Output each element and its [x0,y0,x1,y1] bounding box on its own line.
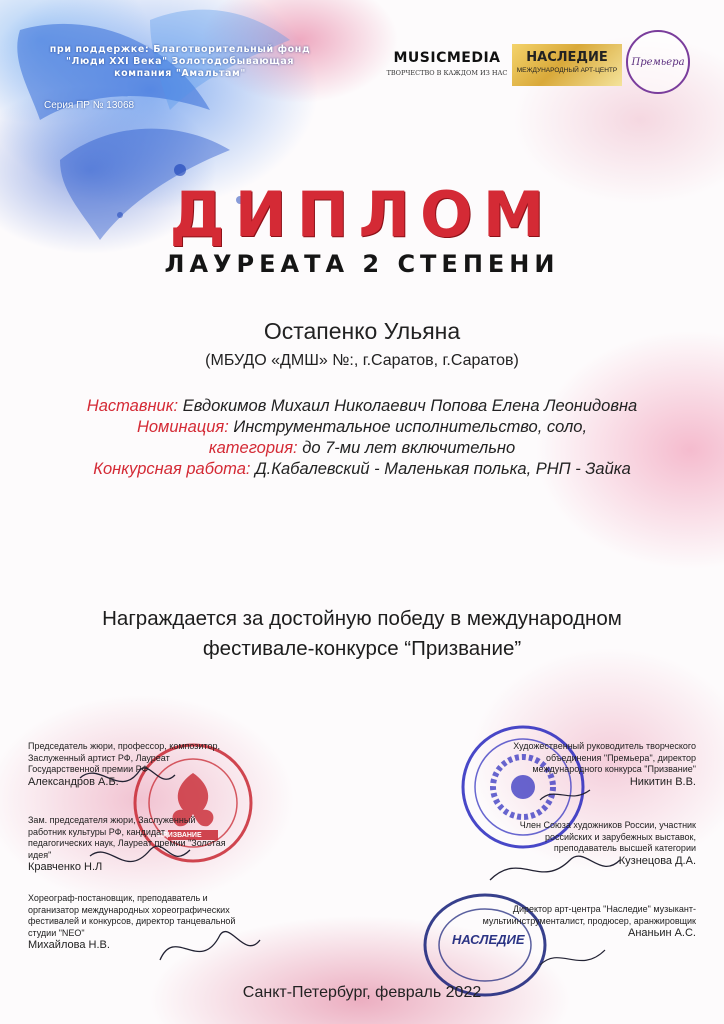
musicmedia-logo-tagline: ТВОРЧЕСТВО В КАЖДОМ ИЗ НАС [386,69,508,77]
diploma-title: ДИПЛОМ [169,178,555,251]
musicmedia-logo-text: MUSICMEDIA [393,50,501,66]
recipient-name: Остапенко Ульяна [263,318,461,344]
nasledie-logo-tagline: МЕЖДУНАРОДНЫЙ АРТ-ЦЕНТР [516,67,618,74]
signature-block-art-director [500,741,696,788]
nomination-label: Номинация: [136,418,229,436]
category-value: до 7-ми лет включительно [302,439,516,457]
signature-block-center-director [480,904,696,940]
signature-role: Художественный руководитель творческого объединения "Премьера", директор международного конкурса "Призвание" [513,741,696,774]
signature-role: Председатель жюри, профессор, композитор, Заслуженный артист РФ, Лауреат Государственной премии РФ [28,741,220,774]
nomination-value: Инструментальное исполнительство, соло, [233,418,588,436]
red-stamp-label: ПРИЗВАНИЕ [158,832,202,839]
support-text: при поддержке: Благотворительный фонд "Люди XXI Века" Золотодобывающая компания "Амальтам" [49,44,311,79]
series-number: Серия ПР № 13068 [44,100,135,111]
signature-role: Зам. председателя жюри, Заслуженный работник культуры РФ, кандидат педагогических наук, Лауреат премии "Золотая идея" [28,815,226,860]
work-label: Конкурсная работа: [93,460,251,478]
signature-role: Член Союза художников России, участник российских и зарубежных выставок, преподаватель высшей категории [519,820,696,853]
signature-name: Александров А.Б. [28,775,119,788]
award-line-2: фестивале-конкурсе “Призвание” [202,637,522,660]
diploma-subtitle: ЛАУРЕАТА 2 СТЕПЕНИ [164,250,560,278]
award-line-1: Награждается за достойную победу в международном [102,607,622,630]
signature-name: Ананьин А.С. [627,927,696,939]
signature-block-choreographer [28,893,248,952]
mentor-label: Наставник: [86,397,179,415]
signature-name: Кузнецова Д.А. [618,854,696,867]
signature-name: Никитин В.В. [629,775,696,788]
work-value: Д.Кабалевский - Маленькая полька, РНП - Зайка [255,460,631,478]
category-label: категория: [208,439,298,457]
signature-block-chairman [28,741,228,788]
place-and-date: Санкт-Петербург, февраль 2022 [242,984,482,1001]
signature-name: Кравченко Н.Л [28,861,103,873]
signature-role: Хореограф-постановщик, преподаватель и организатор международных хореографических фестивалей и конкурсов, директор танцевальной студии "NEO" [28,893,236,938]
signature-role: Директор арт-центра "Наследие" музыкант-мультиинструменталист, продюсер, аранжировщик [482,904,696,926]
signature-block-artist [500,820,696,867]
nasledie-stamp-label: НАСЛЕДИЕ [452,932,525,947]
recipient-organization: (МБУДО «ДМШ» №:, г.Саратов, г.Саратов) [205,352,519,369]
nasledie-logo-text: НАСЛЕДИЕ [526,50,608,65]
signature-block-deputy [28,815,228,874]
premiera-logo-text: Премьера [631,56,685,68]
mentor-value: Евдокимов Михаил Николаевич Попова Елена Леонидовна [182,397,638,415]
signature-name: Михайлова Н.В. [28,939,110,951]
